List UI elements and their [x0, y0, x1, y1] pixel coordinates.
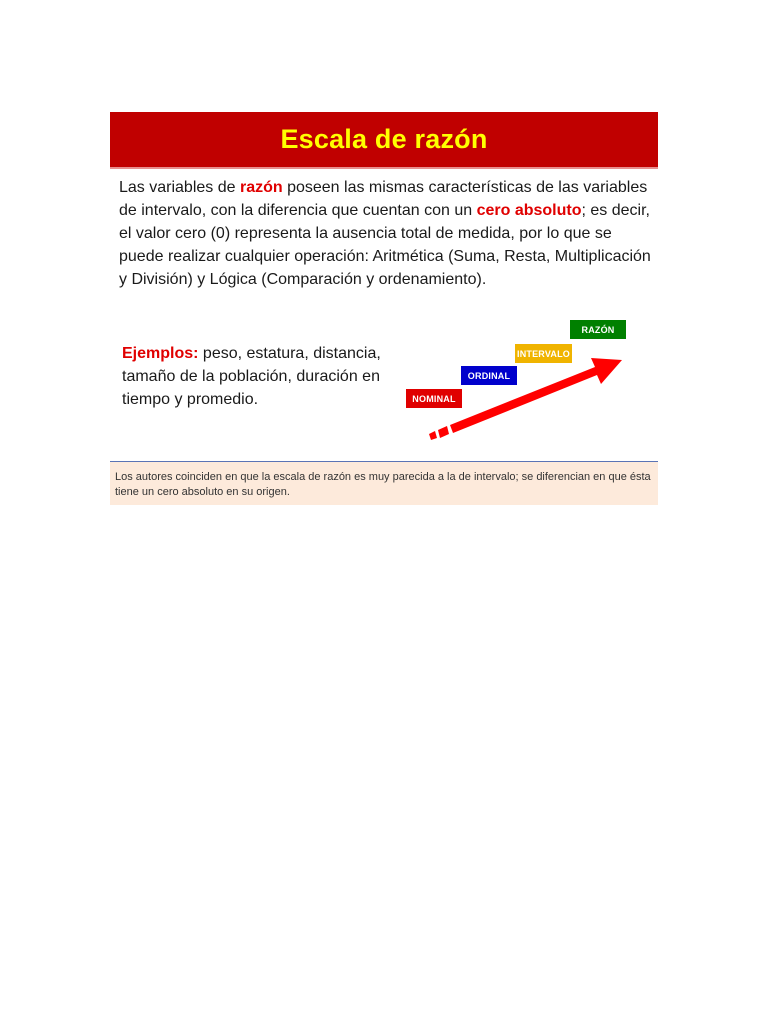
highlight-razon: razón [239, 179, 283, 196]
examples-label: Ejemplos: [122, 345, 199, 362]
examples-text [122, 342, 392, 411]
scale-step-intervalo: INTERVALO [515, 344, 572, 363]
highlight-cero-absoluto: cero absoluto [476, 202, 582, 219]
slide [110, 112, 658, 505]
examples-list: peso, estatura, distancia, tamaño de la población, duración en tiempo y promedio. [122, 345, 381, 408]
paragraph-text-2: poseen las mismas características de las variables de intervalo, con la diferencia que cuentan con un [119, 179, 648, 219]
scale-step-razon: RAZÓN [570, 320, 626, 339]
scale-diagram [400, 312, 640, 442]
definition-paragraph [119, 176, 653, 291]
footer-note: Los autores coinciden en que la escala de razón es muy parecida a la de intervalo; se diferencian en que ésta tiene un cero absoluto en su origen. [110, 461, 658, 505]
slide-header [110, 112, 658, 169]
scale-step-ordinal: ORDINAL [461, 366, 517, 385]
paragraph-text-1: Las variables de [119, 179, 240, 196]
scale-step-nominal: NOMINAL [406, 389, 462, 408]
slide-title: Escala de razón [280, 124, 488, 154]
paragraph-text-3: ; es decir, el valor cero (0) representa la ausencia total de medida, por lo que se puede realizar cualquier operación: Aritmética (Suma, Resta, Multiplicación y División) y Lógica (Comparación y ordenamiento). [119, 202, 651, 288]
